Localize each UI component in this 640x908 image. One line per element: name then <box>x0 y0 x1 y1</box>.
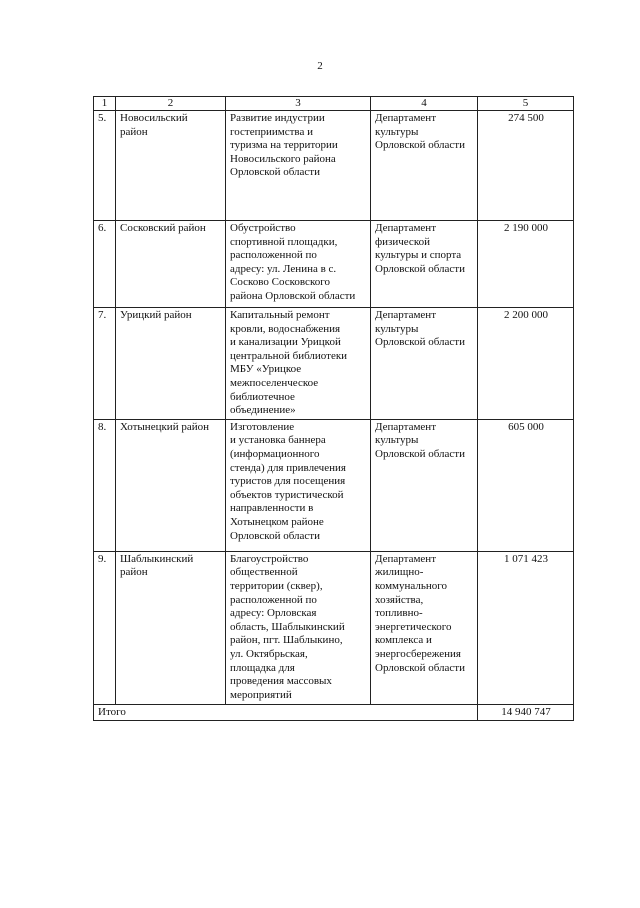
row-number: 8. <box>94 419 116 551</box>
project-description <box>226 419 371 551</box>
district-name-line: Сосковский район <box>120 222 206 234</box>
table-row <box>94 308 574 420</box>
responsible-department-line: жилищно- <box>375 566 424 579</box>
responsible-department-line: коммунального <box>375 579 447 592</box>
total-row <box>94 704 574 721</box>
project-description-line: расположенной по <box>230 249 317 262</box>
responsible-department-line: комплекса и <box>375 634 432 647</box>
responsible-department-line: физической <box>375 235 430 248</box>
responsible-department-line: культуры <box>375 322 419 335</box>
header-row <box>94 97 574 111</box>
responsible-department-line: Департамент <box>375 420 437 433</box>
amount: 2 190 000 <box>478 221 574 308</box>
responsible-department <box>371 551 478 704</box>
responsible-department-line: Орловской области <box>375 661 465 674</box>
district-name-line: Новосильский <box>120 112 188 124</box>
project-description-line: Развитие индустрии <box>230 112 325 124</box>
amount: 1 071 423 <box>478 551 574 704</box>
header-col-1: 1 <box>94 97 116 111</box>
project-description <box>226 551 371 704</box>
district-name-line: район <box>120 125 148 138</box>
responsible-department <box>371 221 478 308</box>
project-description-line: проведения массовых <box>230 675 332 688</box>
project-description-line: гостеприимства и <box>230 125 313 138</box>
responsible-department-line: Департамент <box>375 222 437 234</box>
project-description-line: (информационного <box>230 447 320 460</box>
project-description-line: Новосильского района <box>230 152 336 165</box>
district-name-line: Хотынецкий район <box>120 420 209 433</box>
total-label: Итого <box>94 704 478 721</box>
responsible-department-line: энергетического <box>375 620 452 633</box>
project-description-line: стенда) для привлечения <box>230 461 346 474</box>
responsible-department <box>371 419 478 551</box>
project-description-line: кровли, водоснабжения <box>230 322 341 335</box>
responsible-department-line: энергосбережения <box>375 647 461 660</box>
responsible-department-line: Орловской области <box>375 262 465 275</box>
project-description-line: мероприятий <box>230 688 292 701</box>
project-description-line: туризма на территории <box>230 139 338 152</box>
header-col-5: 5 <box>478 97 574 111</box>
total-amount: 14 940 747 <box>478 704 574 721</box>
responsible-department-line: Орловской области <box>375 336 465 349</box>
responsible-department-line: Орловской области <box>375 447 465 460</box>
project-description-line: направленности в <box>230 502 314 515</box>
district-name <box>116 419 226 551</box>
project-description-line: туристов для посещения <box>230 475 346 488</box>
amount: 605 000 <box>478 419 574 551</box>
responsible-department-line: хозяйства, <box>375 593 424 606</box>
project-description-line: общественной <box>230 566 298 579</box>
header-col-4: 4 <box>371 97 478 111</box>
allocation-table <box>93 96 574 721</box>
table-row <box>94 221 574 308</box>
table-row <box>94 111 574 221</box>
project-description-line: Сосково Сосковского <box>230 276 330 289</box>
project-description-line: площадка для <box>230 661 295 674</box>
project-description-line: межпоселенческое <box>230 376 319 389</box>
district-name-line: район <box>120 566 148 579</box>
project-description-line: район, пгт. Шаблыкино, <box>230 634 343 647</box>
district-name <box>116 308 226 420</box>
table-body <box>94 111 574 705</box>
district-name <box>116 111 226 221</box>
project-description-line: адресу: ул. Ленина в с. <box>230 262 337 275</box>
table-row <box>94 419 574 551</box>
project-description-line: Изготовление <box>230 420 295 433</box>
project-description-line: адресу: Орловская <box>230 607 317 620</box>
responsible-department-line: Департамент <box>375 552 437 565</box>
district-name <box>116 551 226 704</box>
project-description-line: область, Шаблыкинский <box>230 620 345 633</box>
project-description <box>226 308 371 420</box>
row-number: 6. <box>94 221 116 308</box>
project-description-line: Орловской области <box>230 166 320 179</box>
project-description-line: Благоустройство <box>230 552 309 565</box>
project-description-line: района Орловской области <box>230 289 356 302</box>
project-description-line: Обустройство <box>230 222 296 234</box>
amount: 274 500 <box>478 111 574 221</box>
district-name <box>116 221 226 308</box>
project-description-line: объектов туристической <box>230 488 344 501</box>
responsible-department-line: культуры <box>375 434 419 447</box>
responsible-department-line: Департамент <box>375 112 437 124</box>
project-description-line: спортивной площадки, <box>230 235 338 248</box>
project-description <box>226 221 371 308</box>
responsible-department <box>371 111 478 221</box>
amount: 2 200 000 <box>478 308 574 420</box>
project-description-line: библиотечное <box>230 390 295 403</box>
project-description-line: Хотынецком районе <box>230 515 324 528</box>
project-description-line: МБУ «Урицкое <box>230 363 302 376</box>
project-description-line: и канализации Урицкой <box>230 336 341 349</box>
project-description <box>226 111 371 221</box>
row-number: 7. <box>94 308 116 420</box>
project-description-line: Капитальный ремонт <box>230 309 330 321</box>
project-description-line: территории (сквер), <box>230 579 323 592</box>
project-description-line: и установка баннера <box>230 434 326 447</box>
table-row <box>94 551 574 704</box>
district-name-line: Урицкий район <box>120 309 192 321</box>
responsible-department-line: культуры <box>375 125 419 138</box>
responsible-department-line: Департамент <box>375 309 437 321</box>
project-description-line: ул. Октябрьская, <box>230 647 308 660</box>
responsible-department-line: Орловской области <box>375 139 465 152</box>
district-name-line: Шаблыкинский <box>120 552 194 565</box>
page-number: 2 <box>317 60 323 72</box>
project-description-line: Орловской области <box>230 529 320 542</box>
header-col-3: 3 <box>226 97 371 111</box>
project-description-line: объединение» <box>230 404 296 417</box>
responsible-department-line: культуры и спорта <box>375 249 462 262</box>
responsible-department <box>371 308 478 420</box>
row-number: 9. <box>94 551 116 704</box>
responsible-department-line: топливно- <box>375 607 423 620</box>
row-number: 5. <box>94 111 116 221</box>
project-description-line: расположенной по <box>230 593 317 606</box>
project-description-line: центральной библиотеки <box>230 349 348 362</box>
header-col-2: 2 <box>116 97 226 111</box>
